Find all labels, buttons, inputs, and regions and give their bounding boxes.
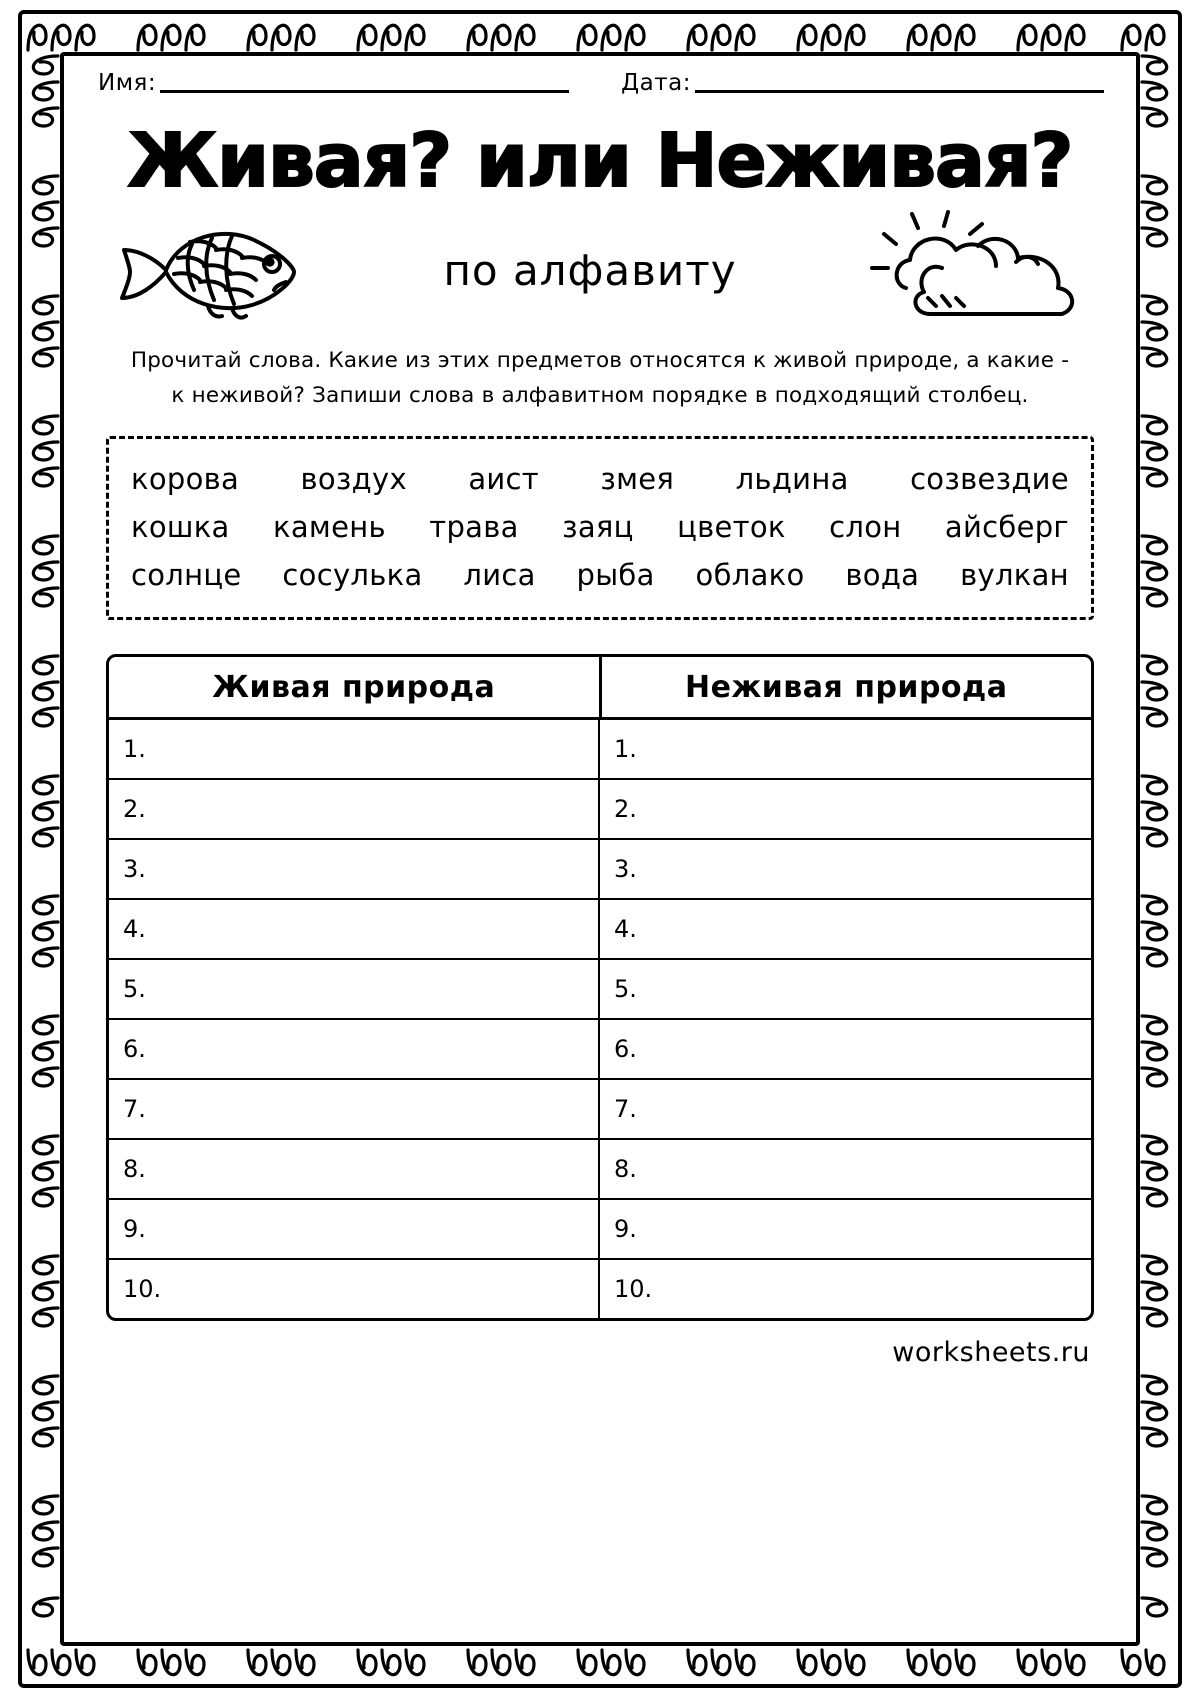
living-answer-cell[interactable]: 9. [109,1200,600,1258]
living-answer-cell[interactable]: 1. [109,720,600,778]
word-item: аист [468,461,539,496]
answer-table [106,654,1094,1321]
nonliving-answer-cell[interactable]: 7. [614,1094,637,1123]
nonliving-answer-cell[interactable]: 2. [614,794,637,823]
nonliving-answer-cell[interactable]: 4. [614,914,637,943]
date-input-line[interactable] [695,70,1104,93]
worksheet-content [90,70,1110,1368]
word-item: трава [429,509,519,544]
word-item: рыба [576,557,655,592]
page-title: Живая? или Неживая? [127,118,1073,204]
word-item: слон [829,509,902,544]
word-bank [106,436,1094,620]
name-input-line[interactable] [160,70,569,93]
nonliving-answer-cell[interactable]: 6. [614,1034,637,1063]
word-item: камень [273,509,386,544]
name-label: Имя: [98,70,157,96]
date-label: Дата: [621,70,691,96]
word-bank-row [127,503,1073,551]
living-answer-cell[interactable]: 5. [109,960,600,1018]
living-answer-cell[interactable]: 7. [109,1080,600,1138]
word-item: льдина [735,461,849,496]
word-item: сосулька [282,557,423,592]
table-row [109,1020,1091,1080]
living-answer-cell[interactable]: 10. [109,1260,600,1318]
word-item: созвездие [910,461,1069,496]
instructions-text: Прочитай слова. Какие из этих предметов относятся к живой природе, а какие - к неживой? Запиши слова в алфавитном порядке в подходящий столбец. [130,348,1070,408]
nonliving-answer-cell[interactable]: 8. [614,1154,637,1183]
living-answer-cell[interactable]: 2. [109,780,600,838]
table-header-row [109,657,1091,720]
nonliving-answer-cell[interactable]: 5. [614,974,637,1003]
word-bank-row [127,551,1073,599]
table-row [109,1200,1091,1260]
table-row [109,900,1091,960]
column-header-nonliving: Неживая природа [684,669,1008,705]
fish-icon [104,210,314,330]
subtitle-row [90,210,1110,330]
table-row [109,840,1091,900]
table-row [109,780,1091,840]
word-item: вулкан [960,557,1069,592]
word-item: айсберг [944,509,1069,544]
word-item: лиса [463,557,536,592]
word-item: корова [131,461,240,496]
table-row [109,1080,1091,1140]
table-row [109,960,1091,1020]
word-bank-row [127,455,1073,503]
subtitle: по алфавиту [443,245,737,295]
living-answer-cell[interactable]: 3. [109,840,600,898]
table-row [109,1260,1091,1318]
living-answer-cell[interactable]: 4. [109,900,600,958]
living-answer-cell[interactable]: 6. [109,1020,600,1078]
word-item: заяц [562,509,634,544]
nonliving-answer-cell[interactable]: 10. [614,1274,653,1303]
word-item: кошка [131,509,230,544]
table-row [109,720,1091,780]
table-row [109,1140,1091,1200]
word-item: облако [695,557,805,592]
nonliving-answer-cell[interactable]: 3. [614,854,637,883]
word-item: цветок [677,509,786,544]
column-header-living: Живая природа [109,657,602,717]
site-credit: worksheets.ru [892,1336,1090,1368]
name-date-row [90,70,1110,96]
word-item: змея [600,461,675,496]
nonliving-answer-cell[interactable]: 9. [614,1214,637,1243]
living-answer-cell[interactable]: 8. [109,1140,600,1198]
cloud-sun-icon [866,210,1096,330]
nonliving-answer-cell[interactable]: 1. [614,734,637,763]
word-item: вода [845,557,920,592]
word-item: воздух [300,461,407,496]
word-item: солнце [131,557,242,592]
